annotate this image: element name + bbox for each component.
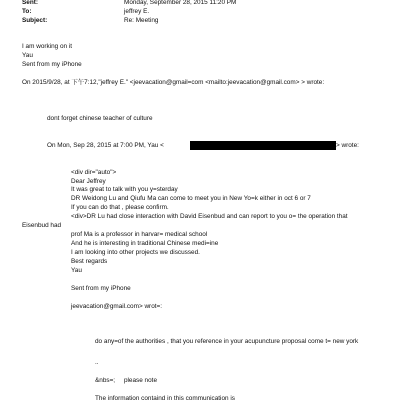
message-line: <div>DR Lu had close interaction with David Eisenbud and can report to you o= the operation that bbox=[71, 213, 348, 220]
message-line: prof Ma is a professor in harvar= medical school bbox=[71, 231, 208, 238]
inner-attribution: jeevacation@gmail.com> wrot=: bbox=[71, 303, 163, 310]
message-line: Yau bbox=[71, 267, 82, 274]
nbsp-line: &nbs=; please note bbox=[95, 377, 157, 384]
message-line: It was great to talk with you y=sterday bbox=[71, 186, 178, 193]
message-line: Best regards bbox=[71, 258, 108, 265]
to-label: To: bbox=[22, 8, 32, 15]
reply-signature: Sent from my iPhone bbox=[22, 61, 82, 68]
subject-label: Subject: bbox=[22, 17, 48, 24]
message-line: I am looking into other projects we discussed. bbox=[71, 249, 200, 256]
html-div-tag: <div dir="auto"> bbox=[71, 169, 117, 176]
redaction-bar bbox=[190, 141, 336, 150]
to-value: jeffrey E. bbox=[124, 8, 150, 15]
sent-value: Monday, September 28, 2015 11:20 PM bbox=[124, 0, 237, 6]
sent-label: Sent: bbox=[22, 0, 38, 6]
footer-line: The information containd in this communication is bbox=[95, 395, 235, 402]
ellipsis-line: .. bbox=[95, 359, 99, 366]
message-line: And he is interesting in traditional Chinese medi=ine bbox=[71, 240, 219, 247]
message-line: Dear Jeffrey bbox=[71, 178, 106, 185]
message-signature: Sent from my iPhone bbox=[71, 285, 131, 292]
message-line: DR Weidong Lu and Qiufu Ma can come to meet you in New Yo=k either in oct 6 or 7 bbox=[71, 195, 311, 202]
message-line-wrap: Eisenbud had bbox=[22, 222, 62, 229]
reply-line: I am working on it bbox=[22, 43, 73, 50]
message-line: If you can do that , please confirm. bbox=[71, 204, 169, 211]
quote-body: dont forget chinese teacher of culture bbox=[47, 115, 153, 122]
quote-attribution: On 2015/9/28, at 下午7:12,"jeffrey E." <jeevacation@gmail=com <mailto:jeevacation@gmail.com> > wrote: bbox=[22, 79, 325, 86]
subject-value: Re: Meeting bbox=[124, 17, 159, 24]
quote-attribution-end: > wrote: bbox=[336, 142, 359, 149]
quote-attribution-start: On Mon, Sep 28, 2015 at 7:00 PM, Yau < bbox=[47, 142, 164, 149]
quote-body: do any=of the authorities , that you reference in your acupuncture proposal come t= new york bbox=[95, 338, 359, 345]
reply-line: Yau bbox=[22, 52, 33, 59]
